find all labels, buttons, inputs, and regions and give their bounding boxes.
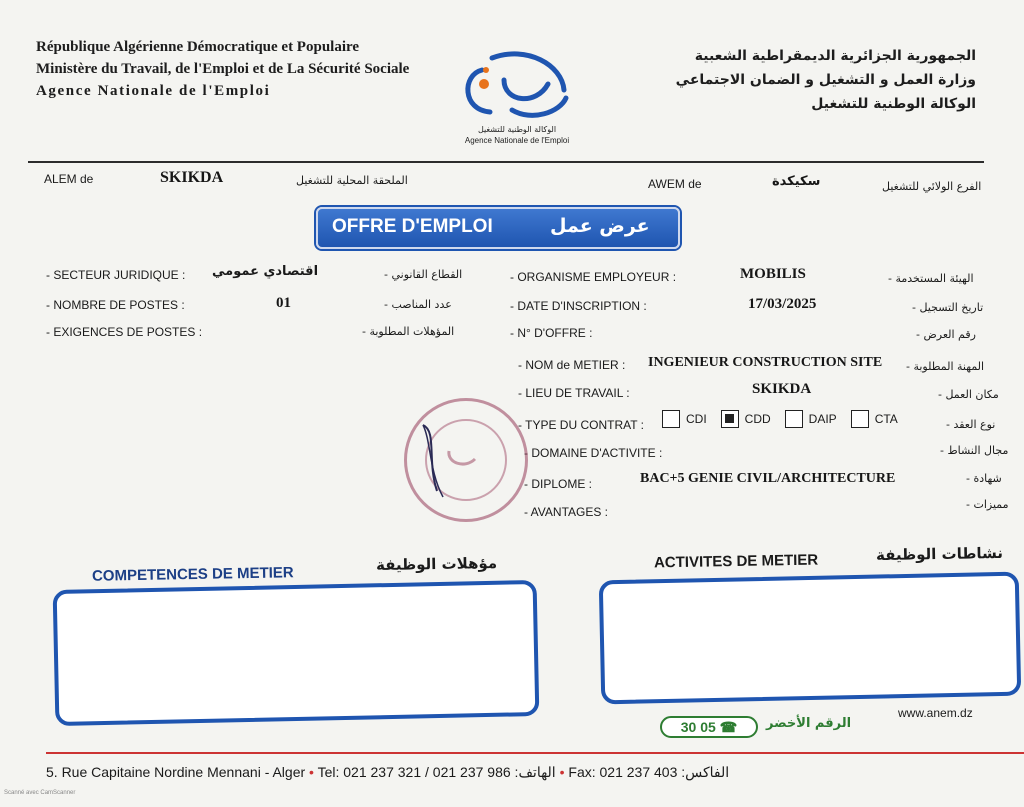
contract-option-cta[interactable]	[851, 410, 898, 428]
postes-label: - NOMBRE DE POSTES :	[46, 298, 185, 312]
postes-label-ar: عدد المناصب -	[384, 298, 452, 311]
header-ministry-ar: وزارة العمل و التشغيل و الضمان الاجتماعي	[675, 72, 976, 88]
contract-options	[662, 410, 906, 428]
green-number: 30 05	[680, 719, 716, 735]
competences-box[interactable]	[53, 580, 540, 726]
organisme-label: - ORGANISME EMPLOYEUR :	[510, 270, 677, 284]
header-divider	[28, 161, 984, 163]
date-label: - DATE D'INSCRIPTION :	[510, 299, 647, 313]
avantages-label: - AVANTAGES :	[524, 505, 609, 519]
awem-label-ar: الفرع الولائي للتشغيل	[882, 180, 982, 193]
secteur-value: اقتصادي عمومي	[212, 264, 319, 279]
metier-label: - NOM de METIER :	[518, 358, 626, 372]
official-stamp	[404, 398, 528, 522]
alem-label: ALEM de	[44, 172, 94, 186]
awem-value: سكيكدة	[772, 174, 821, 189]
lieu-value: SKIKDA	[752, 381, 812, 397]
banner-title-fr: OFFRE D'EMPLOI	[332, 216, 493, 237]
cdd-label: CDD	[744, 412, 771, 426]
header-republic-fr: République Algérienne Démocratique et Populaire	[36, 39, 360, 55]
metier-value: INGENIEUR CONSTRUCTION SITE	[648, 355, 883, 370]
footer-address-line	[46, 764, 729, 781]
green-number-label: الرقم الأخضر	[766, 716, 852, 731]
domaine-label: - DOMAINE D'ACTIVITE :	[524, 446, 663, 460]
alem-label-ar: الملحقة المحلية للتشغيل	[296, 174, 408, 187]
date-label-ar: تاريخ التسجيل -	[912, 301, 984, 314]
header-french	[36, 36, 409, 102]
activites-title-ar: نشاطات الوظيفة	[875, 543, 1004, 565]
contrat-label: - TYPE DU CONTRAT :	[518, 418, 645, 432]
activites-box[interactable]	[599, 572, 1022, 705]
stamp-seal-icon	[407, 401, 525, 519]
tel-text: Tel: 021 237 321 / 021 237 986 :الهاتف	[317, 764, 556, 780]
domaine-label-ar: مجال النشاط -	[940, 444, 1009, 457]
scan-watermark: Scanné avec CamScanner	[4, 790, 76, 796]
phone-icon: ☎	[719, 718, 738, 735]
competences-title: COMPETENCES DE METIER	[91, 564, 294, 585]
header-agency-ar: الوكالة الوطنية للتشغيل	[811, 96, 976, 112]
organisme-value: MOBILIS	[740, 266, 806, 282]
secteur-label-ar: القطاع القانوني -	[384, 268, 463, 281]
offer-banner	[316, 207, 680, 249]
website-text: www.anem.dz	[898, 706, 973, 720]
alem-value: SKIKDA	[160, 169, 224, 186]
awem-label: AWEM de	[648, 177, 702, 191]
footer-divider	[46, 752, 1024, 754]
diplome-value: BAC+5 GENIE CIVIL/ARCHITECTURE	[640, 471, 896, 486]
header-ministry-fr: Ministère du Travail, de l'Emploi et de La Sécurité Sociale	[36, 61, 410, 77]
logo-caption-ar: الوكالة الوطنية للتشغيل	[477, 125, 557, 134]
cta-checkbox[interactable]	[851, 410, 869, 428]
date-value: 17/03/2025	[748, 296, 817, 312]
metier-label-ar: المهنة المطلوبة -	[906, 360, 985, 373]
cdi-checkbox[interactable]	[662, 410, 680, 428]
contract-option-cdd[interactable]	[721, 410, 771, 428]
header-republic-ar: الجمهورية الجزائرية الديمقراطية الشعبية	[694, 48, 976, 64]
banner-title-ar: عرض عمل	[550, 215, 650, 237]
fax-text: Fax: 021 237 403 :الفاكس	[568, 764, 730, 780]
address-text: 5. Rue Capitaine Nordine Mennani - Alger	[46, 764, 306, 780]
contrat-label-ar: نوع العقد -	[946, 418, 996, 431]
diplome-label-ar: شهادة -	[966, 472, 1002, 485]
offre-label-ar: رقم العرض -	[916, 328, 976, 341]
exigences-label-ar: المؤهلات المطلوبة -	[362, 325, 455, 338]
contract-option-cdi[interactable]	[662, 410, 707, 428]
secteur-label: - SECTEUR JURIDIQUE :	[46, 268, 186, 282]
header-arabic	[676, 44, 976, 116]
lieu-label: - LIEU DE TRAVAIL :	[518, 386, 630, 400]
green-number-badge	[660, 716, 758, 738]
cta-label: CTA	[874, 412, 898, 426]
lieu-label-ar: مكان العمل -	[938, 388, 999, 401]
contract-option-daip[interactable]	[785, 410, 837, 428]
daip-checkbox[interactable]	[785, 410, 803, 428]
logo-caption	[452, 124, 582, 146]
activites-title: ACTIVITES DE METIER	[653, 551, 819, 572]
competences-title-ar: مؤهلات الوظيفة	[375, 553, 498, 575]
exigences-label: - EXIGENCES DE POSTES :	[46, 325, 203, 339]
postes-value: 01	[276, 295, 291, 311]
daip-label: DAIP	[808, 412, 837, 426]
cdi-label: CDI	[686, 412, 707, 426]
offre-label: - N° D'OFFRE :	[510, 326, 593, 340]
diplome-label: - DIPLOME :	[524, 477, 593, 491]
bullet-icon: •	[309, 764, 314, 780]
cdd-checkbox[interactable]	[721, 410, 739, 428]
avantages-label-ar: مميزات -	[966, 498, 1009, 511]
logo-caption-fr: Agence Nationale de l'Emploi	[464, 136, 570, 145]
organisme-label-ar: الهيئة المستخدمة -	[888, 272, 974, 285]
bullet-icon: •	[559, 764, 565, 780]
header-agency-fr: Agence Nationale de l'Emploi	[36, 83, 271, 99]
